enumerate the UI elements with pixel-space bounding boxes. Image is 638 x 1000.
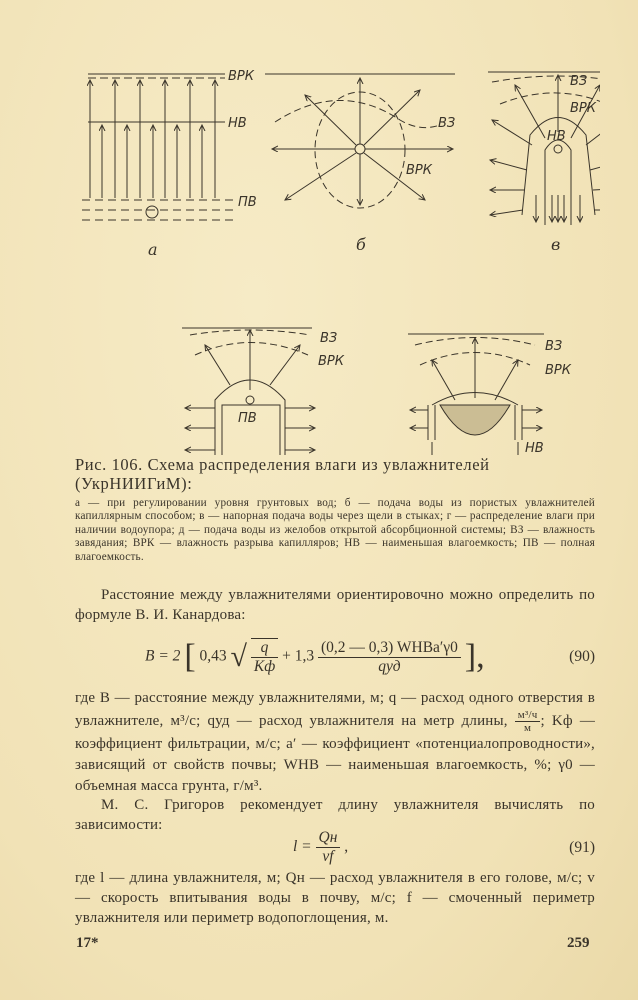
label-d-vz: ВЗ: [545, 339, 563, 354]
label-a-pv: ПВ: [238, 195, 257, 210]
para2-part-b: ; Kф — коэффициент фильтрации, м/с; a′ — коэффициент «потенциалопроводности», зависящий от свойств почвы; WНВ — наименьшая влагоемкость, %; γ0 — объемная масса грунта, г/м³.: [75, 712, 596, 794]
formula-90-lhs: B = 2: [145, 647, 181, 665]
label-b-vrk: ВРК: [406, 163, 432, 178]
paragraph-intro-formula-90: Расстояние между увлажнителями ориентировочно можно определить по формуле В. И. Канардова:: [75, 587, 595, 623]
bracket-close: ],: [464, 638, 485, 675]
formula-91-lhs: l =: [293, 838, 312, 856]
panel-v: [488, 72, 600, 225]
formula-91-comma: ,: [344, 838, 349, 856]
label-g-vz: ВЗ: [320, 331, 338, 346]
figure-caption-legend: а — при регулировании уровня грунтовых вод; б — подача воды из пористых увлажнителей капиллярным способом; в — напорная подача воды через щели в стыках; г — распределение влаги при наличии водоупора; д — подача воды из желобов открытой абсорбционной системы; ВЗ — влажность завядания; ВРК — влажность разрыва капилляров; НВ — наименьшая влагоемкость; ПВ — полная влагоемкость.: [75, 497, 595, 563]
bracket-open: [: [184, 638, 196, 675]
label-g-pv: ПВ: [238, 411, 257, 426]
formula-90-plus: + 1,3: [282, 647, 315, 665]
main-num: (0,2 — 0,3) WНВa′γ0: [318, 639, 461, 658]
panel-d: [408, 334, 544, 455]
panel-b: [265, 74, 455, 208]
formula-90: [75, 630, 595, 680]
label-v-nv: НВ: [547, 129, 566, 144]
label-d-nv: НВ: [525, 441, 544, 455]
panel-g: [182, 328, 315, 455]
sublabel-b: б: [356, 235, 366, 254]
sqrt-sign: √: [230, 640, 247, 673]
unit-fraction: [515, 709, 541, 734]
moisture-distribution-diagram: [60, 60, 600, 455]
unit-num: м³/ч: [515, 709, 541, 722]
formula-91-num: Qн: [316, 829, 341, 848]
formula-91-fraction: [316, 829, 341, 866]
label-v-vrk: ВРК: [570, 101, 596, 116]
sqrt-den: Kф: [253, 658, 276, 675]
figure-caption-title: Рис. 106. Схема распределения влаги из увлажнителей (УкрНИИГиМ):: [75, 455, 490, 493]
page-number: 259: [567, 935, 590, 951]
formula-91-den: vf: [322, 848, 334, 865]
label-b-vz: ВЗ: [438, 116, 456, 131]
label-v-vz: ВЗ: [570, 74, 588, 89]
paragraph-intro-formula-91: М. С. Григоров рекомендует длину увлажнителя вычислять по зависимости:: [75, 797, 595, 833]
formula-90-coef: 0,43: [199, 647, 227, 665]
para2-part-a: где B — расстояние между увлажнителями, м; q — расход одного отверстия в увлажнителе, м³/с; qуд — расход увлажнителя на метр длины,: [75, 690, 595, 729]
figure-106: [60, 60, 600, 455]
sublabel-v: в: [551, 235, 561, 254]
label-d-vrk: ВРК: [545, 363, 571, 378]
label-g-vrk: ВРК: [318, 354, 344, 369]
signature-mark: 17*: [76, 935, 99, 951]
paragraph-formula-91-variables: где l — длина увлажнителя, м; Qн — расход увлажнителя в его голове, м/с; v — скорость впитывания воды в почву, м/с; f — смоченный периметр увлажнителя или периметр водопоглощения, м.: [75, 870, 595, 926]
sqrt-fraction: [251, 638, 278, 676]
equation-number-90: (90): [569, 648, 595, 665]
unit-den: м: [524, 722, 532, 734]
main-fraction: [318, 639, 461, 676]
panel-a: [82, 74, 235, 220]
equation-number-91: (91): [569, 839, 595, 856]
paragraph-formula-90-variables: [75, 688, 595, 797]
sublabel-a: а: [148, 240, 158, 259]
label-a-vrk: ВРК: [228, 69, 254, 84]
label-a-nv: НВ: [228, 116, 247, 131]
main-den: qуд: [378, 657, 401, 675]
sqrt-num: q: [251, 639, 278, 658]
